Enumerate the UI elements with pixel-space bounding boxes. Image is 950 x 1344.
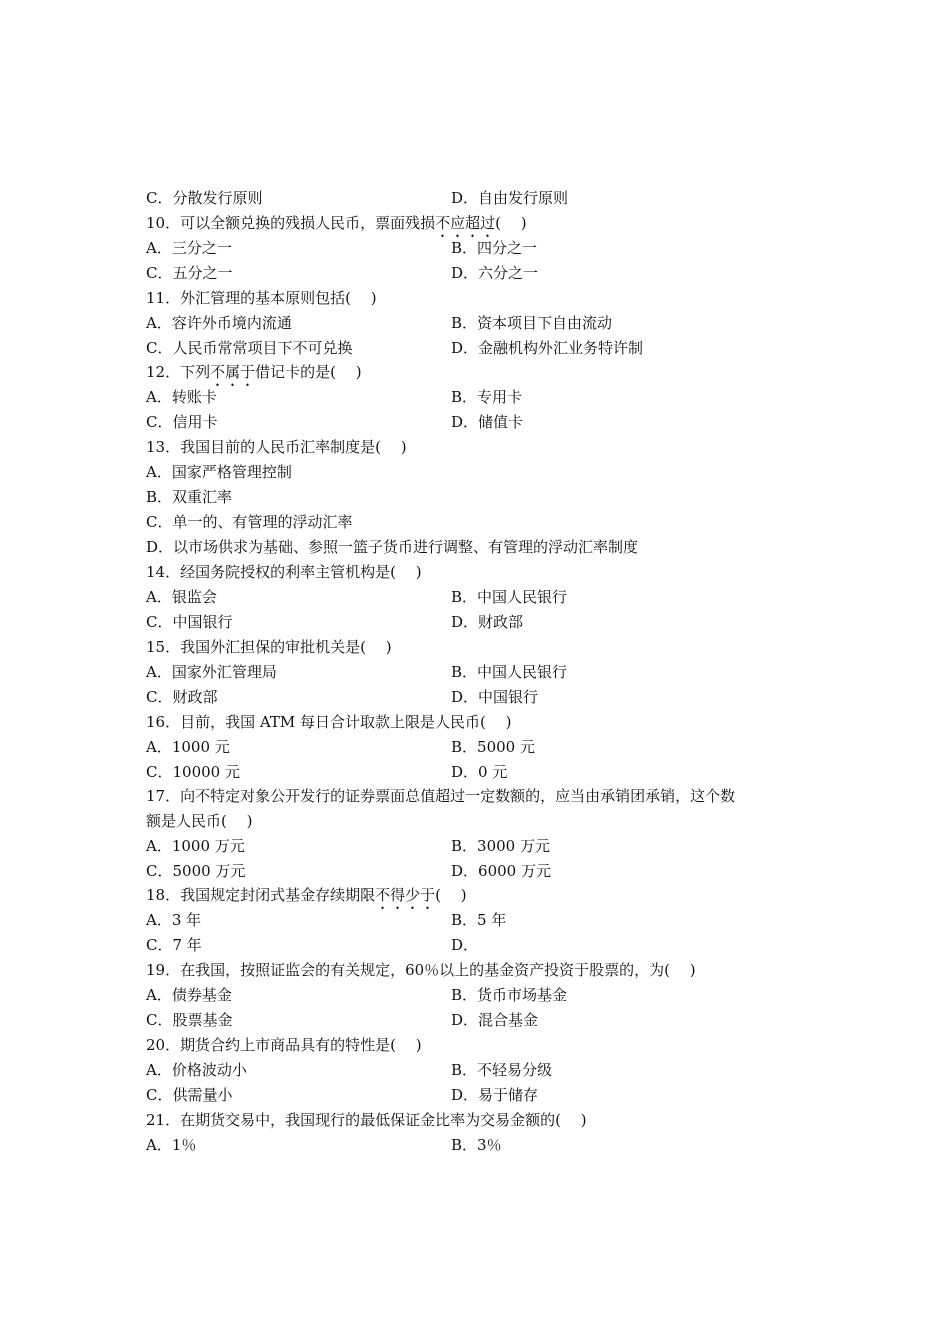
q17-options-cd <box>146 859 826 884</box>
q11-option-b: B．资本项目下自由流动 <box>451 314 613 332</box>
q11-option-c: C．人民币常常项目下不可兑换 <box>146 339 353 357</box>
q16-option-d: D．0 元 <box>451 763 508 781</box>
q14-option-b: B．中国人民银行 <box>451 588 568 606</box>
q20-stem: 20．期货合约上市商品具有的特性是( ) <box>146 1036 422 1054</box>
q18-stem-emphasis: 不得少于 <box>375 886 436 904</box>
q10-option-d: D．六分之一 <box>451 264 539 282</box>
q18-stem-text: 18．我国规定封闭式基金存续期限 <box>146 886 376 904</box>
q19-option-b: B．货币市场基金 <box>451 986 568 1004</box>
q14-option-c: C．中国银行 <box>146 613 233 631</box>
q9-option-c: C．分散发行原则 <box>146 189 263 207</box>
q18-option-a: A．3 年 <box>146 911 202 929</box>
q17-option-d: D．6000 万元 <box>451 862 551 880</box>
q12-options-cd <box>146 410 826 435</box>
q18-stem-blank: ( ) <box>435 886 467 904</box>
q12-stem <box>146 360 826 385</box>
q18-option-c: C．7 年 <box>146 936 202 954</box>
q10-option-a: A．三分之一 <box>146 239 232 257</box>
q16-options-cd <box>146 760 826 785</box>
q19-option-d: D．混合基金 <box>451 1011 539 1029</box>
q14-option-a: A．银监会 <box>146 588 217 606</box>
q15-stem: 15．我国外汇担保的审批机关是( ) <box>146 638 392 656</box>
q11-option-a: A．容许外币境内流通 <box>146 314 292 332</box>
q18-options-cd <box>146 933 826 958</box>
q21-options-ab <box>146 1133 826 1158</box>
q9-options-cd <box>146 186 826 211</box>
q11-option-d: D．金融机构外汇业务特许制 <box>451 339 644 357</box>
q11-options-cd <box>146 336 826 361</box>
q10-option-c: C．五分之一 <box>146 264 233 282</box>
q21-option-a: A．1％ <box>146 1136 197 1154</box>
q21-stem: 21．在期货交易中，我国现行的最低保证金比率为交易金额的( ) <box>146 1111 587 1129</box>
q15-option-b: B．中国人民银行 <box>451 663 568 681</box>
q20-option-b: B．不轻易分级 <box>451 1061 553 1079</box>
q10-stem-text: 10．可以全额兑换的残损人民币，票面残损 <box>146 214 436 232</box>
q17-stem-line2: 额是人民币( ) <box>146 812 253 830</box>
q14-options-cd <box>146 610 826 635</box>
q18-option-b: B．5 年 <box>451 911 507 929</box>
q15-option-d: D．中国银行 <box>451 688 539 706</box>
q20-options-cd <box>146 1083 826 1108</box>
q9-option-d: D．自由发行原则 <box>451 189 569 207</box>
q10-options-cd <box>146 261 826 286</box>
q19-stem: 19．在我国，按照证监会的有关规定，60％以上的基金资产投资于股票的，为( ) <box>146 961 696 979</box>
q18-option-d: D． <box>451 936 479 954</box>
q18-stem <box>146 883 826 908</box>
q13-option-a: A．国家严格管理控制 <box>146 463 292 481</box>
q12-option-b: B．专用卡 <box>451 388 523 406</box>
q20-option-a: A．价格波动小 <box>146 1061 247 1079</box>
q19-options-cd <box>146 1008 826 1033</box>
q20-options-ab <box>146 1058 826 1083</box>
q10-option-b: B．四分之一 <box>451 239 538 257</box>
q15-option-a: A．国家外汇管理局 <box>146 663 277 681</box>
q10-stem-blank: ( ) <box>495 214 527 232</box>
q12-stem-rest: 借记卡的是( ) <box>255 363 362 381</box>
q19-options-ab <box>146 983 826 1008</box>
q13-option-b: B．双重汇率 <box>146 488 233 506</box>
q12-option-a: A．转账卡 <box>146 388 217 406</box>
q18-options-ab <box>146 908 826 933</box>
q14-stem: 14．经国务院授权的利率主管机构是( ) <box>146 563 422 581</box>
q11-stem: 11．外汇管理的基本原则包括( ) <box>146 289 377 307</box>
q16-options-ab <box>146 735 826 760</box>
q14-option-d: D．财政部 <box>451 613 524 631</box>
q17-option-c: C．5000 万元 <box>146 862 246 880</box>
q15-options-ab <box>146 660 826 685</box>
q17-stem-line1: 17．向不特定对象公开发行的证券票面总值超过一定数额的，应当由承销团承销，这个数 <box>146 787 736 805</box>
q16-option-a: A．1000 元 <box>146 738 230 756</box>
q12-option-d: D．储值卡 <box>451 413 524 431</box>
q12-stem-text: 12．下列 <box>146 363 211 381</box>
q10-stem <box>146 211 826 236</box>
q10-options-ab <box>146 236 826 261</box>
q12-options-ab <box>146 385 826 410</box>
q19-option-a: A．债券基金 <box>146 986 232 1004</box>
q12-option-c: C．信用卡 <box>146 413 218 431</box>
q20-option-c: C．供需量小 <box>146 1086 233 1104</box>
q21-option-b: B．3％ <box>451 1136 502 1154</box>
q16-option-b: B．5000 元 <box>451 738 535 756</box>
q17-option-b: B．3000 万元 <box>451 837 550 855</box>
q12-stem-emphasis: 不属于 <box>210 363 256 381</box>
q16-stem: 16．目前，我国 ATM 每日合计取款上限是人民币( ) <box>146 713 512 731</box>
q15-option-c: C．财政部 <box>146 688 218 706</box>
q19-option-c: C．股票基金 <box>146 1011 233 1029</box>
q13-option-c: C．单一的、有管理的浮动汇率 <box>146 513 353 531</box>
q20-option-d: D．易于储存 <box>451 1086 539 1104</box>
q17-option-a: A．1000 万元 <box>146 837 245 855</box>
q16-option-c: C．10000 元 <box>146 763 240 781</box>
q14-options-ab <box>146 585 826 610</box>
q13-option-d: D．以市场供求为基础、参照一篮子货币进行调整、有管理的浮动汇率制度 <box>146 538 639 556</box>
q13-stem: 13．我国目前的人民币汇率制度是( ) <box>146 438 407 456</box>
q11-options-ab <box>146 311 826 336</box>
q15-options-cd <box>146 685 826 710</box>
q17-options-ab <box>146 834 826 859</box>
q10-stem-emphasis: 不应超过 <box>435 214 496 232</box>
